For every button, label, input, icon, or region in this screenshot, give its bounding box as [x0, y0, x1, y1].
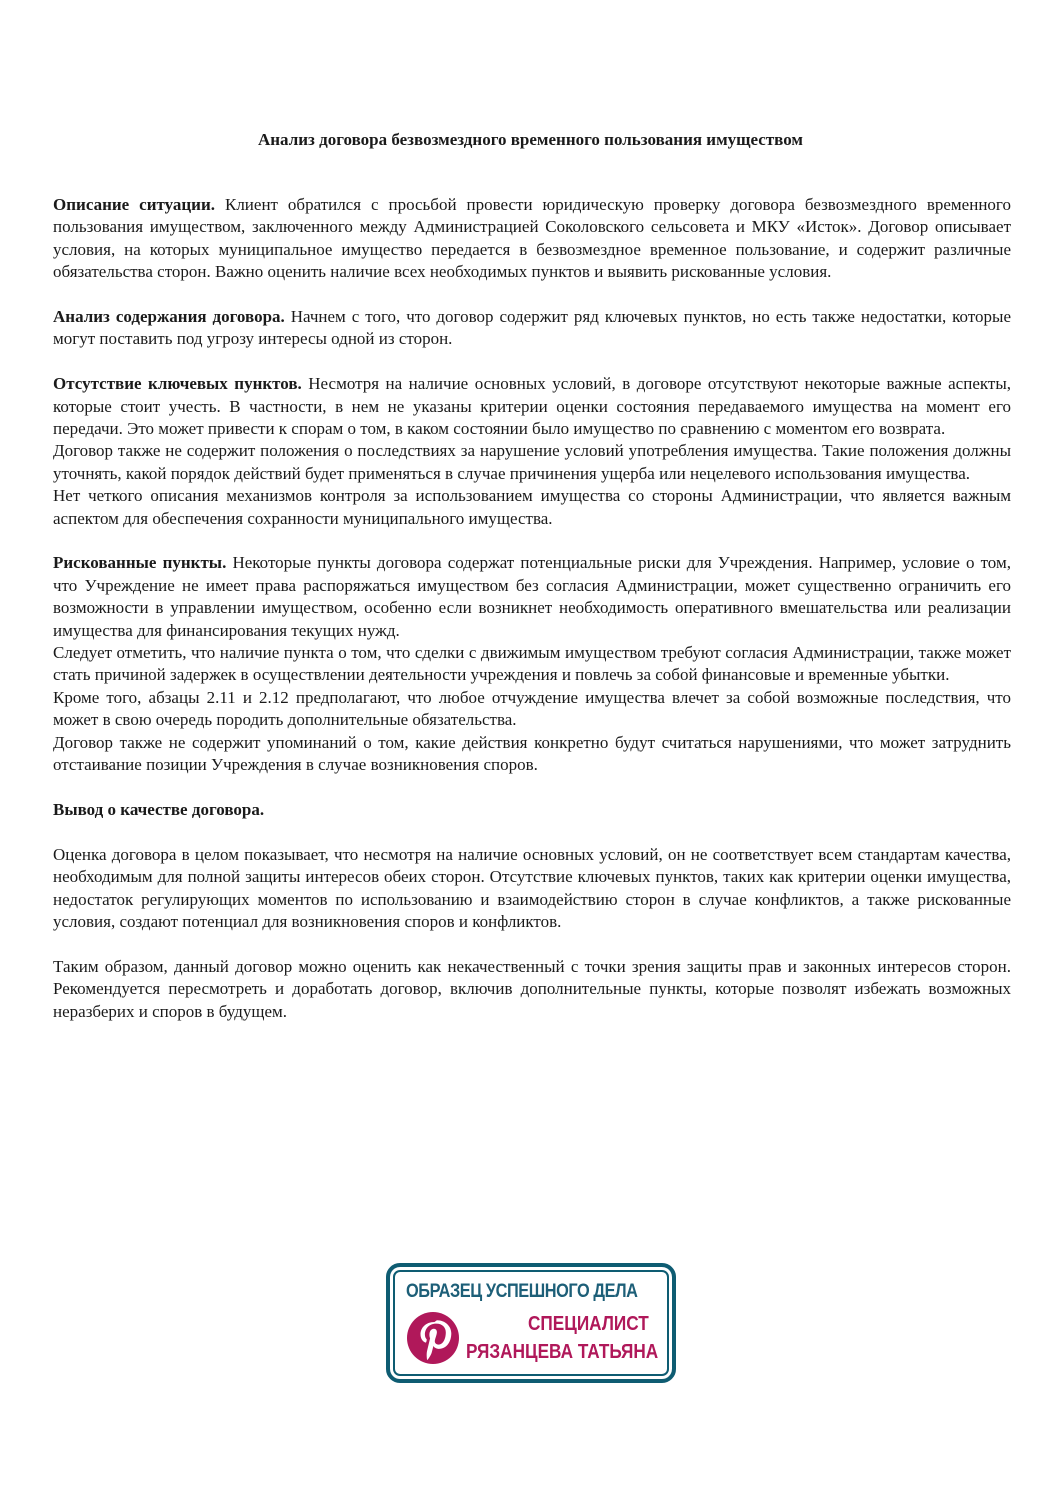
paragraph-risky [53, 552, 1011, 642]
paragraph-risky-3: Кроме того, абзацы 2.11 и 2.12 предполагают, что любое отчуждение имущества влечет за собой возможные последствия, что может в свою очередь породить дополнительные обязательства. [53, 687, 1011, 730]
text-situation: Клиент обратился с просьбой провести юридическую проверку договора безвозмездного временного пользования имуществом, заключенного между Администрацией Соколовского сельсовета и МКУ «Исток». Договор описывает условия, на которых муниципальное имущество передается в безвозмездное временное пользование, и содержит различные обязательства сторон. Важно оценить наличие всех необходимых пунктов и выявить рискованные условия. [53, 195, 1011, 282]
paragraph-situation [53, 194, 1011, 284]
paragraph-conclusion-2: Таким образом, данный договор можно оценить как некачественный с точки зрения защиты прав и законных интересов сторон. Рекомендуется пересмотреть и доработать договор, включив дополнительные пункты, которые позволят избежать возможных неразберих и споров в будущем. [53, 956, 1011, 1021]
document-body [53, 194, 1011, 1023]
document-title: Анализ договора безвозмездного временного пользования имуществом [257, 130, 804, 149]
paragraph-missing-3: Нет четкого описания механизмов контроля за использованием имущества со стороны Администрации, что является важным аспектом для обеспечения сохранности муниципального имущества. [53, 486, 1011, 528]
heading-situation: Описание ситуации. [53, 195, 216, 214]
text-risky: Некоторые пункты договора содержат потенциальные риски для Учреждения. Например, условие о том, что Учреждение не имеет права распоряжаться имуществом без согласия Администрации, может существенно ограничить его возможности в управлении имуществом, особенно если возникнет необходимость оперативного вмешательства или реализации имущества для финансирования текущих нужд. [53, 553, 1011, 640]
heading-conclusion [53, 799, 1011, 821]
heading-conclusion-text: Вывод о качестве договора. [53, 799, 265, 819]
stamp-role: СПЕЦИАЛИСТ [528, 1313, 649, 1335]
paragraph-missing-2: Договор также не содержит положения о последствиях за нарушение условий употребления имущества. Такие положения должны уточнять, какой порядок действий будет применяться в случае причинения ущерба или нецелевого использования имущества. [53, 441, 1011, 483]
stamp-title: ОБРАЗЕЦ УСПЕШНОГО ДЕЛА [406, 1281, 638, 1302]
heading-analysis: Анализ содержания договора. [53, 307, 285, 327]
text-analysis: Начнем с того, что договор содержит ряд ключевых пунктов, но есть также недостатки, которые могут поставить под угрозу интересы одной из сторон. [53, 307, 1011, 349]
success-stamp [386, 1263, 676, 1383]
stamp-name: РЯЗАНЦЕВА ТАТЬЯНА [466, 1341, 659, 1363]
pinterest-logo-icon [406, 1311, 460, 1365]
paragraph-risky-2: Следует отметить, что наличие пункта о том, что сделки с движимым имуществом требуют согласия Администрации, также может стать причиной задержек в осуществлении деятельности учреждения и повлечь за собой финансовые и временные убытки. [53, 643, 1011, 685]
paragraph-conclusion-1: Оценка договора в целом показывает, что несмотря на наличие основных условий, он не соответствует всем стандартам качества, необходимым для полной защиты интересов обеих сторон. Отсутствие ключевых пунктов, таких как критерии оценки имущества, недостаток регулирующих моментов по использованию и взаимодействию сторон в случае конфликтов, а также рискованные условия, создают потенциал для возникновения споров и конфликтов. [53, 844, 1011, 931]
text-missing: Несмотря на наличие основных условий, в договоре отсутствуют некоторые важные аспекты, которые стоит учесть. В частности, в нем не указаны критерии оценки состояния передаваемого имущества на момент его передачи. Это может привести к спорам о том, в каком состоянии было имущество по сравнению с моментом его возврата. [53, 374, 1012, 439]
heading-missing: Отсутствие ключевых пунктов. [53, 374, 302, 394]
paragraph-analysis [53, 306, 1011, 351]
paragraph-risky-4: Договор также не содержит упоминаний о том, какие действия конкретно будут считаться нарушениями, что может затруднить отстаивание позиции Учреждения в случае возникновения споров. [53, 732, 1011, 775]
heading-risky: Рискованные пункты. [53, 553, 227, 573]
paragraph-missing [53, 373, 1011, 440]
